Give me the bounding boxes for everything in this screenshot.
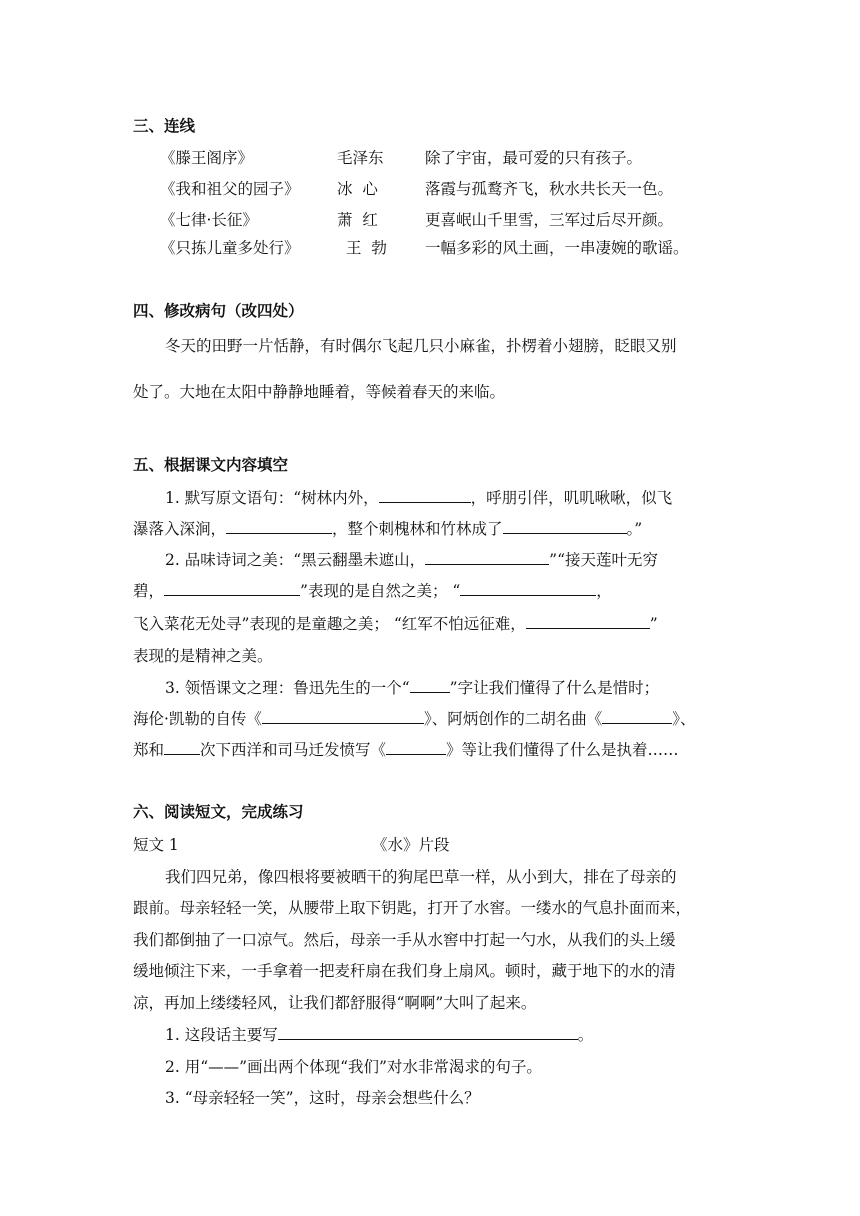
faulty-sentence-line-1: 冬天的田野一片恬静，有时偶尔飞起几只小麻雀，扑楞着小翅膀，眨眼又别: [165, 337, 677, 355]
fill-q3-line-3: 郑和 次下西洋和司马迁发愤写《 》等让我们懂得了什么是执着……: [133, 738, 679, 760]
passage-line-4: 缓地倾注下来，一手拿着一把麦秆扇在我们身上扇风。顿时，藏于地下的水的清: [133, 962, 676, 980]
section-5-title: 五、根据课文内容填空: [133, 456, 289, 474]
match-work-3: 《七律·长征》: [160, 211, 258, 229]
passage-line-3: 我们都倒抽了一口凉气。然后，母亲一手从水窖中打起一勺水，从我们的头上缓: [133, 931, 676, 949]
blank-reading-q1[interactable]: [278, 1023, 578, 1040]
blank-q2-3[interactable]: [460, 579, 596, 596]
match-quote-1: 除了宇宙，最可爱的只有孩子。: [425, 149, 643, 167]
fill-q3-line-1: 3. 领悟课文之理：鲁迅先生的一个“ ”字让我们懂得了什么是惜时；: [165, 676, 659, 698]
section-4-title: 四、修改病句（改四处）: [133, 302, 304, 320]
passage-line-2: 跟前。母亲轻轻一笑，从腰带上取下钥匙，打开了水窖。一缕水的气息扑面而来，: [133, 899, 692, 917]
blank-q2-2[interactable]: [164, 579, 300, 596]
fill-q1-line-2: 瀑落入深涧， ，整个刺槐林和竹林成了 。”: [133, 517, 642, 539]
reading-q2: 2. 用“——”画出两个体现“我们”对水非常渴求的句子。: [165, 1058, 542, 1076]
fill-q3-line-2: 海伦·凯勒的自传《 》、阿炳创作的二胡名曲《 》、: [133, 707, 695, 729]
reading-q3: 3. “母亲轻轻一笑”，这时，母亲会想些什么？: [165, 1089, 480, 1107]
match-work-4: 《只拣儿童多处行》: [160, 239, 300, 257]
blank-q3-5[interactable]: [386, 738, 446, 755]
passage-label: 短文 1: [133, 836, 179, 854]
blank-q3-2[interactable]: [262, 707, 424, 724]
blank-q3-1[interactable]: [410, 676, 450, 693]
blank-q2-1[interactable]: [425, 548, 549, 565]
blank-q2-4[interactable]: [526, 612, 650, 629]
passage-title: 《水》片段: [372, 836, 450, 854]
blank-q1-1[interactable]: [379, 486, 471, 503]
fill-q2-line-3: 飞入菜花无处寻”表现的是童趣之美； “红军不怕远征难， ”: [133, 612, 658, 634]
passage-line-5: 凉，再加上缕缕轻风，让我们都舒服得“啊啊”大叫了起来。: [133, 994, 537, 1012]
match-quote-3: 更喜岷山千里雪，三军过后尽开颜。: [425, 211, 674, 229]
faulty-sentence-line-2: 处了。大地在太阳中静静地睡着，等候着春天的来临。: [133, 383, 506, 401]
match-author-3: 萧 红: [337, 211, 378, 229]
section-3-title: 三、连线: [133, 117, 196, 135]
match-quote-2: 落霞与孤鹜齐飞，秋水共长天一色。: [425, 180, 674, 198]
reading-q1: 1. 这段话主要写 。: [165, 1023, 593, 1045]
fill-q1-line-1: 1. 默写原文语句：“树林内外， ，呼朋引伴，叽叽啾啾，似飞: [165, 486, 672, 508]
match-quote-4: 一幅多彩的风土画，一串凄婉的歌谣。: [425, 239, 689, 257]
match-work-2: 《我和祖父的园子》: [160, 180, 300, 198]
blank-q1-2[interactable]: [226, 517, 332, 534]
blank-q3-4[interactable]: [164, 738, 200, 755]
section-6-title: 六、阅读短文，完成练习: [133, 803, 304, 821]
fill-q2-line-2: 碧， ”表现的是自然之美； “ ，: [133, 579, 612, 601]
blank-q1-3[interactable]: [503, 517, 627, 534]
match-author-1: 毛泽东: [337, 149, 384, 167]
blank-q3-3[interactable]: [602, 707, 672, 724]
fill-q2-line-4: 表现的是精神之美。: [133, 647, 273, 665]
match-author-2: 冰 心: [337, 180, 378, 198]
passage-line-1: 我们四兄弟，像四根将要被晒干的狗尾巴草一样，从小到大，排在了母亲的: [165, 868, 677, 886]
match-work-1: 《滕王阁序》: [160, 149, 254, 167]
match-author-4: 王 勃: [346, 239, 387, 257]
fill-q2-line-1: 2. 品味诗词之美：“黑云翻墨未遮山， ”“接天莲叶无穷: [165, 548, 658, 570]
